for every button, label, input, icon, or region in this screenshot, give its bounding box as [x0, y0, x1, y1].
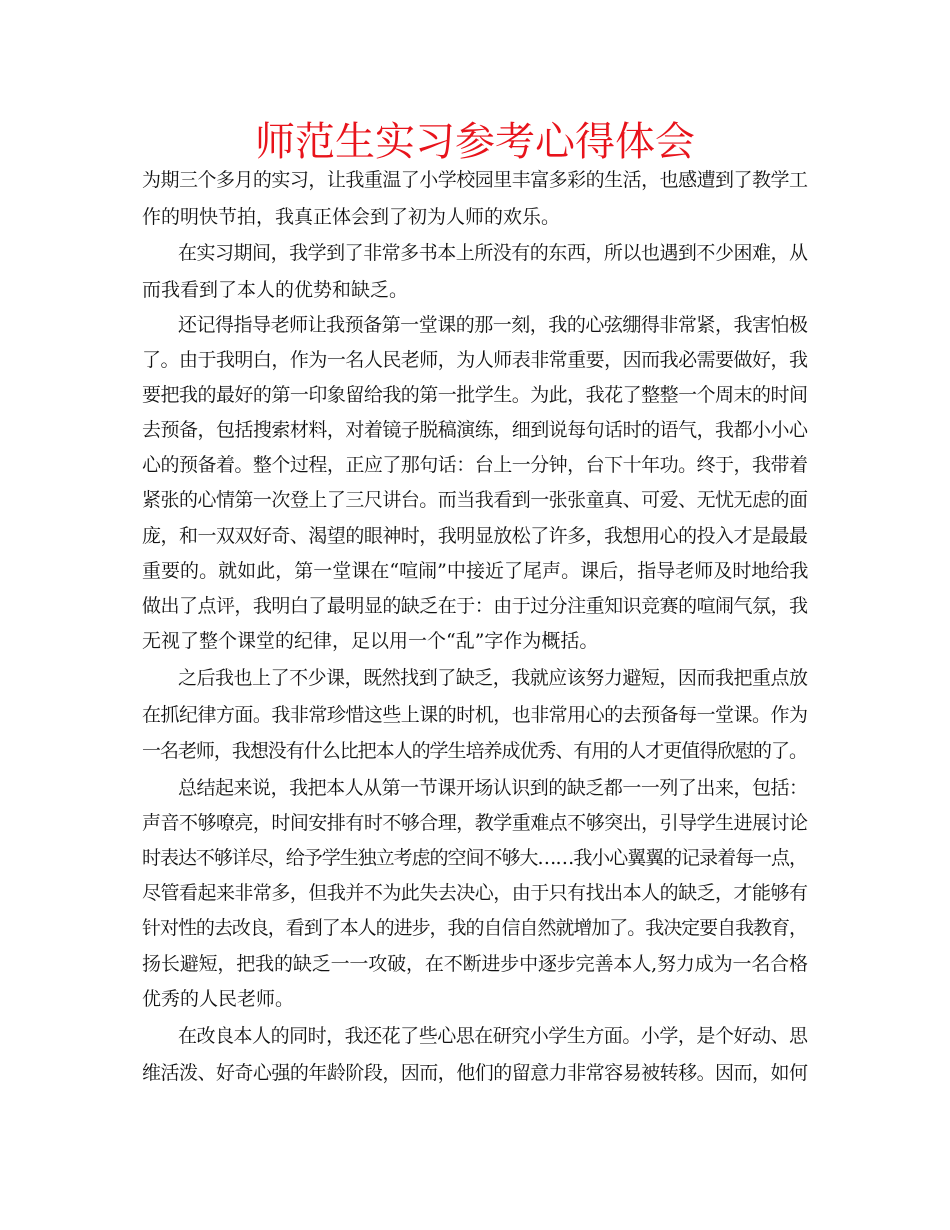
body-line: 时表达不够详尽，给予学生独立考虑的空间不够大……我小心翼翼的记录着每一点，: [142, 847, 807, 869]
body-line: 了。由于我明白，作为一名人民老师，为人师表非常重要，因而我必需要做好，我: [142, 349, 808, 371]
body-line: 而我看到了本人的优势和缺乏。: [142, 279, 409, 301]
body-line: 优秀的人民老师。: [142, 988, 295, 1010]
body-line: 要把我的最好的第一印象留给我的第一批学生。为此，我花了整整一个周末的时间: [142, 384, 808, 406]
body-line: 尽管看起来非常多，但我并不为此失去决心，由于只有找出本人的缺乏，才能够有: [142, 882, 808, 904]
body-line: 针对性的去改良，看到了本人的进步，我的自信自然就增加了。我决定要自我教育，: [142, 917, 807, 939]
body-line: 重要的。就如此，第一堂课在“喧闹”中接近了尾声。课后，指导老师及时地给我: [142, 560, 809, 582]
body-line: 无视了整个课堂的纪律，足以用一个“乱”字作为概括。: [142, 630, 599, 652]
body-line: 扬长避短，把我的缺乏一一攻破，在不断进步中逐步完善本人,努力成为一名合格: [142, 953, 808, 975]
body-line: 作的明快节拍，我真正体会到了初为人师的欢乐。: [142, 206, 561, 228]
body-line: 在改良本人的同时，我还花了些心思在研究小学生方面。小学，是个好动、思: [178, 1025, 808, 1047]
body-line: 声音不够嘹亮，时间安排有时不够合理，教学重难点不够突出，引导学生进展讨论: [142, 812, 808, 834]
body-line: 在实习期间，我学到了非常多书本上所没有的东西，所以也遇到不少困难，从: [178, 242, 808, 264]
body-line: 之后我也上了不少课，既然找到了缺乏，我就应该努力避短，因而我把重点放: [178, 667, 808, 689]
document-title: 师范生实习参考心得体会: [255, 119, 695, 165]
body-line: 做出了点评，我明白了最明显的缺乏在于：由于过分注重知识竞赛的喧闹气氛，我: [142, 595, 808, 617]
body-line: 庞，和一双双好奇、渴望的眼神时，我明显放松了许多，我想用心的投入才是最最: [142, 525, 808, 547]
body-line: 去预备，包括搜索材料，对着镜子脱稿演练，细到说每句话时的语气，我都小小心: [142, 419, 808, 441]
body-line: 心的预备着。整个过程，正应了那句话：台上一分钟，台下十年功。终于，我带着: [142, 454, 808, 476]
body-line: 紧张的心情第一次登上了三尺讲台。而当我看到一张张童真、可爱、无忧无虑的面: [142, 489, 808, 511]
body-line: 为期三个多月的实习，让我重温了小学校园里丰富多彩的生活，也感遭到了教学工: [142, 169, 808, 191]
body-line: 一名老师，我想没有什么比把本人的学生培养成优秀、有用的人才更值得欣慰的了。: [142, 740, 807, 762]
body-line: 维活泼、好奇心强的年龄阶段，因而，他们的留意力非常容易被转移。因而，如何: [142, 1062, 808, 1084]
body-line: 还记得指导老师让我预备第一堂课的那一刻，我的心弦绷得非常紧，我害怕极: [178, 314, 808, 336]
body-line: 在抓纪律方面。我非常珍惜这些上课的时机，也非常用心的去预备每一堂课。作为: [142, 704, 808, 726]
body-line: 总结起来说，我把本人从第一节课开场认识到的缺乏都一一列了出来，包括：: [178, 777, 808, 799]
